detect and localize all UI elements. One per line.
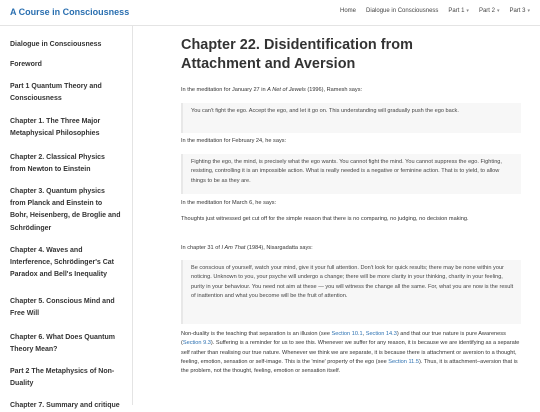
sidebar-item-chapter7[interactable]: Chapter 7. Summary and critique bbox=[10, 402, 120, 409]
sidebar bbox=[0, 26, 133, 409]
nav-part3[interactable] bbox=[509, 8, 530, 14]
sidebar-item-foreword[interactable]: Foreword bbox=[10, 61, 42, 68]
nav-part1-label: Part 1 bbox=[448, 8, 465, 14]
top-nav-menu bbox=[340, 8, 530, 14]
section-link[interactable]: Section 11.5 bbox=[388, 358, 419, 365]
paragraph-text: Non-duality is the teaching that separation is an illusion (see bbox=[181, 331, 332, 337]
book-title: A Net of Jewels bbox=[267, 87, 306, 93]
sidebar-item-chapter3[interactable]: Chapter 3. Quantum physics from Planck and Einstein to Bohr, Heisenberg, de Broglie and Schrödinger bbox=[10, 188, 121, 232]
chevron-down-icon: ▾ bbox=[496, 8, 500, 14]
section-link[interactable]: Section 9.3 bbox=[182, 340, 211, 347]
section-link[interactable]: Section 14.3 bbox=[365, 331, 397, 337]
chevron-down-icon: ▾ bbox=[527, 8, 530, 14]
chevron-down-icon: ▾ bbox=[466, 8, 469, 14]
paragraph: In the meditation for February 24, he says: bbox=[181, 138, 287, 144]
paragraph bbox=[181, 330, 521, 376]
paragraph-text: In chapter 31 of bbox=[181, 245, 222, 251]
sidebar-item-chapter2[interactable]: Chapter 2. Classical Physics from Newton to Einstein bbox=[10, 154, 105, 174]
sidebar-item-dialogue[interactable]: Dialogue in Consciousness bbox=[10, 41, 102, 48]
site-title[interactable]: A Course in Consciousness bbox=[10, 7, 130, 17]
nav-part2-label: Part 2 bbox=[478, 8, 495, 14]
paragraph: In the meditation for March 6, he says: bbox=[181, 200, 277, 206]
blockquote: You can't fight the ego. Accept the ego, and let it go on. This understanding will gradually push the ego back. bbox=[181, 103, 521, 133]
book-title: I Am That bbox=[221, 245, 246, 251]
paragraph-text: (1996), Ramesh says: bbox=[305, 87, 363, 93]
sidebar-item-part2[interactable]: Part 2 The Metaphysics of Non-Duality bbox=[10, 368, 115, 388]
nav-dialogue[interactable]: Dialogue in Consciousness bbox=[366, 8, 439, 14]
sidebar-item-chapter1[interactable]: Chapter 1. The Three Major Metaphysical Philosophies bbox=[10, 118, 101, 138]
nav-part1[interactable] bbox=[448, 8, 469, 14]
paragraph-text: ). Thus, it is attachment–aversion that is the problem, not the thought, feeling, emotion or sensation itself. bbox=[181, 358, 518, 375]
paragraph bbox=[181, 244, 521, 253]
top-navbar bbox=[0, 0, 540, 26]
sidebar-item-chapter5[interactable]: Chapter 5. Conscious Mind and Free Will bbox=[10, 298, 115, 318]
nav-part3-label: Part 3 bbox=[509, 8, 526, 14]
nav-part2[interactable] bbox=[479, 8, 500, 14]
blockquote: Fighting the ego, the mind, is precisely what the ego wants. You cannot fight the mind. You cannot suppress the ego. Fighting, resisting, controlling it is an impossible action. What is really needed is a negative or feminine action. That is to yield, to allow things to be as they are. bbox=[181, 154, 521, 194]
paragraph-text: , bbox=[362, 331, 366, 337]
page-title-line1: Chapter 22. Disidentification from bbox=[181, 37, 413, 53]
paragraph: Thoughts just witnessed get cut off for the simple reason that there is no comparing, no judging, no decision making. bbox=[181, 216, 469, 222]
section-link[interactable]: Section 10.1 bbox=[331, 331, 363, 337]
paragraph-text: ) and that our true nature is pure Awareness ( bbox=[181, 331, 506, 347]
nav-home[interactable]: Home bbox=[340, 8, 357, 14]
sidebar-item-chapter4[interactable]: Chapter 4. Waves and Interference, Schrödinger's Cat Paradox and Bell's Inequality bbox=[10, 247, 114, 279]
page-title-line2: Attachment and Aversion bbox=[181, 56, 356, 72]
article bbox=[181, 26, 521, 405]
blockquote: Be conscious of yourself, watch your mind, give it your full attention. Don't look for quick results; there may be none within your noticing. Unknown to you, your psyche will undergo a change; there will be more clarity in your thinking, charity in your feeling, purity in your behaviour. You need not aim at these — you will witness the change all the same. For, what you are now is the result of inattention and what you become will be the fruit of attention. bbox=[181, 260, 521, 324]
page-title bbox=[181, 36, 521, 74]
paragraph-text: (1984), Nisargadatta says: bbox=[245, 245, 313, 251]
sidebar-item-part1[interactable]: Part 1 Quantum Theory and Consciousness bbox=[10, 83, 102, 103]
paragraph-text: ). Suffering is a reminder for us to see this. Whenever we suffer for any reason, it is because we are identifying as a separate self rather than realising our true nature. Whenever we think we are separate, it is because there is attachment or aversion to a thought, feeling, emotion, sensation or self-image. This is the 'mine' property of the ego (see bbox=[181, 340, 520, 365]
sidebar-item-chapter6[interactable]: Chapter 6. What Does Quantum Theory Mean? bbox=[10, 334, 116, 354]
paragraph bbox=[181, 86, 521, 95]
paragraph-text: In the meditation for January 27 in bbox=[181, 87, 268, 93]
